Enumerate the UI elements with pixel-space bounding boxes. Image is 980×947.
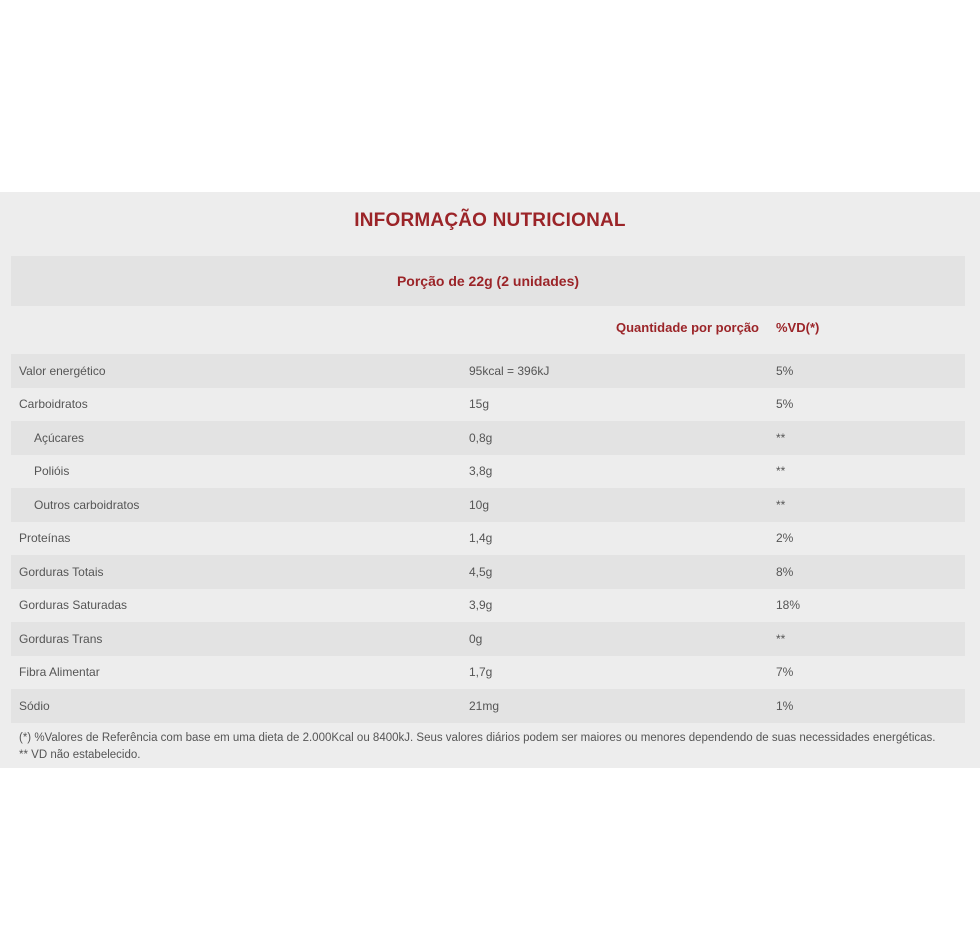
nutrient-vd: ** xyxy=(776,631,786,646)
nutrient-vd: 8% xyxy=(776,564,794,579)
nutrition-title: INFORMAÇÃO NUTRICIONAL xyxy=(354,210,626,231)
table-row xyxy=(11,455,965,489)
table-row xyxy=(11,555,965,589)
nutrient-name: Outros carboidratos xyxy=(34,497,140,512)
nutrient-vd: ** xyxy=(776,464,786,479)
table-row xyxy=(11,354,965,388)
nutrient-amount: 21mg xyxy=(469,698,500,713)
nutrient-name: Proteínas xyxy=(19,531,71,546)
nutrient-vd: 5% xyxy=(776,363,794,378)
nutrient-vd: 1% xyxy=(776,698,794,713)
nutrient-amount: 0g xyxy=(469,631,483,646)
nutrient-name: Valor energético xyxy=(19,363,106,378)
nutrient-name: Gorduras Totais xyxy=(19,564,104,579)
nutrient-name: Gorduras Saturadas xyxy=(19,598,128,613)
table-row xyxy=(11,589,965,623)
nutrition-panel xyxy=(0,192,980,768)
nutrient-name: Carboidratos xyxy=(19,397,88,412)
nutrient-amount: 1,7g xyxy=(469,665,493,680)
portion-bar xyxy=(11,256,965,306)
vd-column-header: %VD(*) xyxy=(776,320,820,335)
nutrient-amount: 4,5g xyxy=(469,564,493,579)
nutrient-name: Fibra Alimentar xyxy=(19,665,100,680)
nutrient-amount: 3,8g xyxy=(469,464,493,479)
nutrient-name: Gorduras Trans xyxy=(19,631,103,646)
table-row xyxy=(11,421,965,455)
nutrient-amount: 95kcal = 396kJ xyxy=(469,363,550,378)
nutrient-vd: 18% xyxy=(776,598,801,613)
table-row xyxy=(11,622,965,656)
nutrient-amount: 15g xyxy=(469,397,490,412)
quantity-column-header: Quantidade por porção xyxy=(615,320,759,335)
table-row xyxy=(11,656,965,690)
table-row xyxy=(11,522,965,556)
nutrient-vd: 2% xyxy=(776,531,794,546)
portion-label: Porção de 22g (2 unidades) xyxy=(396,273,580,289)
nutrient-amount: 10g xyxy=(469,497,490,512)
nutrient-vd: ** xyxy=(776,430,786,445)
nutrient-amount: 1,4g xyxy=(469,531,493,546)
table-row xyxy=(11,388,965,422)
nutrient-vd: 7% xyxy=(776,665,794,680)
nutrient-vd: ** xyxy=(776,497,786,512)
nutrient-amount: 3,9g xyxy=(469,598,493,613)
table-row xyxy=(11,488,965,522)
table-row xyxy=(11,689,965,723)
nutrient-name: Sódio xyxy=(19,698,50,713)
reference-footnote: (*) %Valores de Referência com base em uma dieta de 2.000Kcal ou 8400kJ. Seus valores diários podem ser maiores ou menores dependendo de suas necessidades energéticas. ** VD não estabelecido. xyxy=(19,732,936,761)
nutrient-name: Açúcares xyxy=(34,430,85,445)
nutrient-name: Polióis xyxy=(34,464,70,479)
nutrient-amount: 0,8g xyxy=(469,430,493,445)
nutrient-vd: 5% xyxy=(776,397,794,412)
nutrition-table xyxy=(11,354,965,723)
